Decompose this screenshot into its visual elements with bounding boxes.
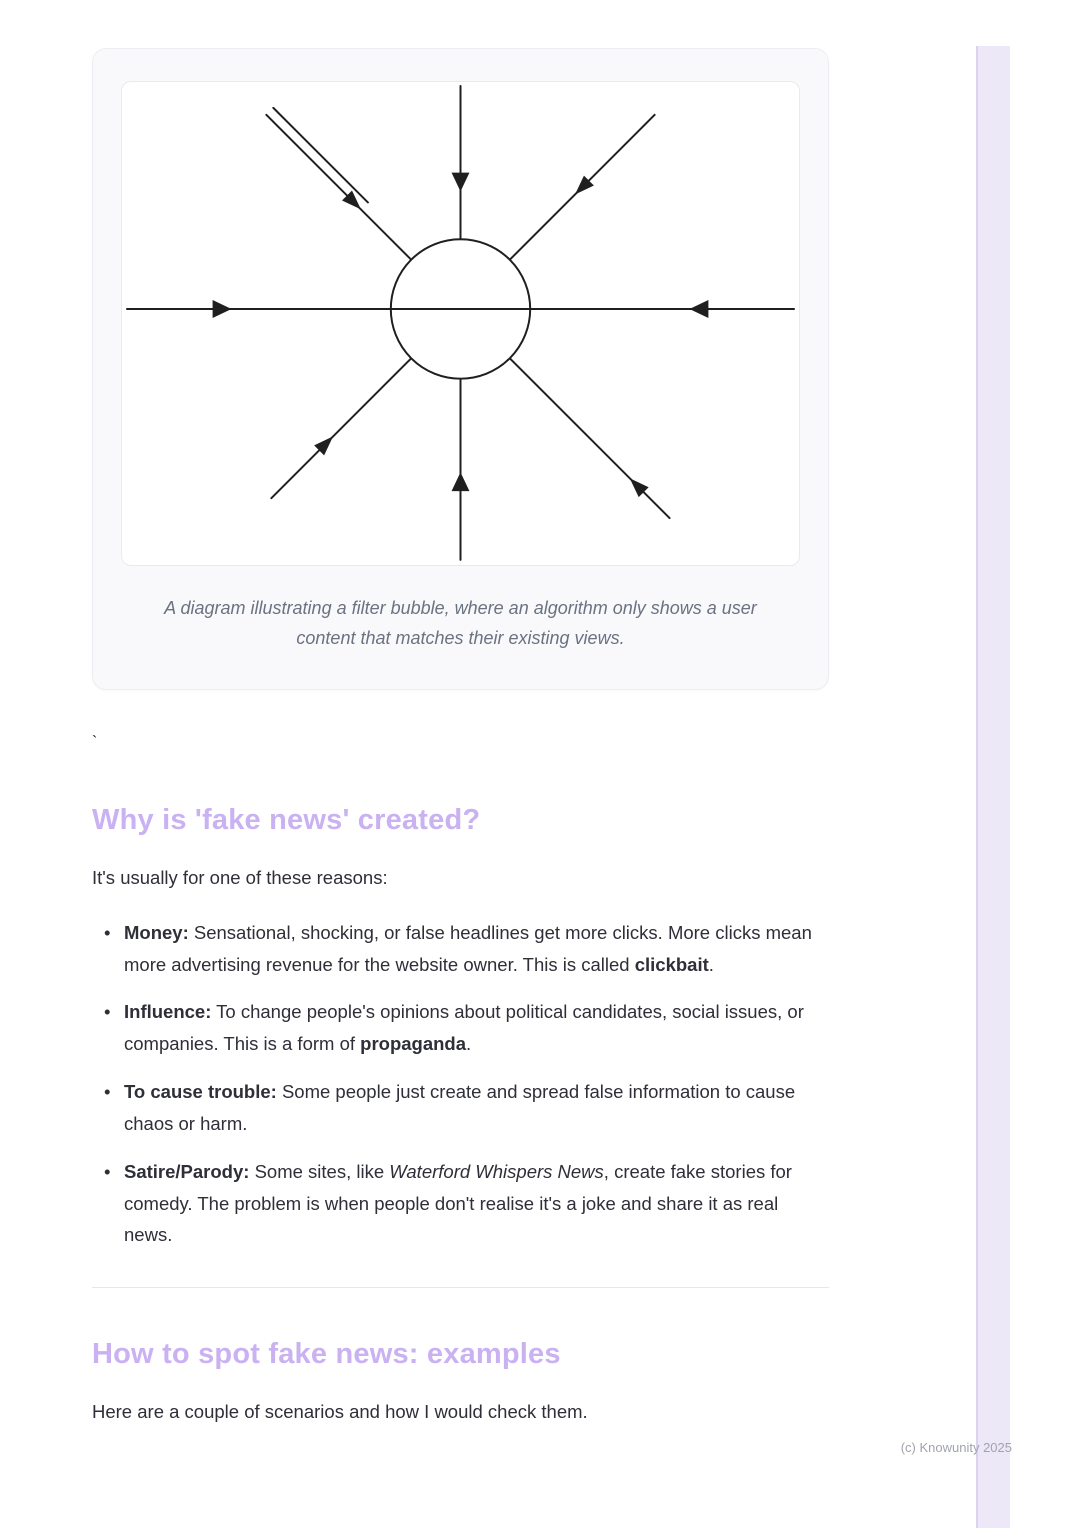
reasons-list	[92, 917, 829, 1251]
section-heading-how-to-spot: How to spot fake news: examples	[92, 1338, 561, 1371]
filter-bubble-diagram	[122, 82, 799, 565]
list-item: • Influence: To change people's opinions about political candidates, social issues, or companies. This is a form of propaganda.	[92, 996, 829, 1060]
right-margin-strip	[976, 46, 1010, 1528]
figure-card	[92, 48, 829, 690]
section-intro-how-to-spot: Here are a couple of scenarios and how I would check them.	[92, 1401, 588, 1423]
list-item: • Satire/Parody: Some sites, like Waterford Whispers News, create fake stories for comedy. The problem is when people don't realise it's a joke and share it as real news.	[92, 1156, 829, 1251]
list-item: • To cause trouble: Some people just create and spread false information to cause chaos or harm.	[92, 1076, 829, 1140]
list-item: • Money: Sensational, shocking, or false headlines get more clicks. More clicks mean more advertising revenue for the website owner. This is called clickbait.	[92, 917, 829, 981]
footer-credit: (c) Knowunity 2025	[900, 1440, 1012, 1455]
stray-backtick: `	[92, 734, 98, 752]
section-divider	[92, 1287, 829, 1288]
diagram-panel	[121, 81, 800, 566]
section-intro-why-created: It's usually for one of these reasons:	[92, 867, 388, 889]
main-content	[92, 48, 829, 1427]
section-heading-why-created: Why is 'fake news' created?	[92, 804, 481, 837]
figure-caption: A diagram illustrating a filter bubble, where an algorithm only shows a user content that matches their existing views.	[164, 597, 757, 648]
